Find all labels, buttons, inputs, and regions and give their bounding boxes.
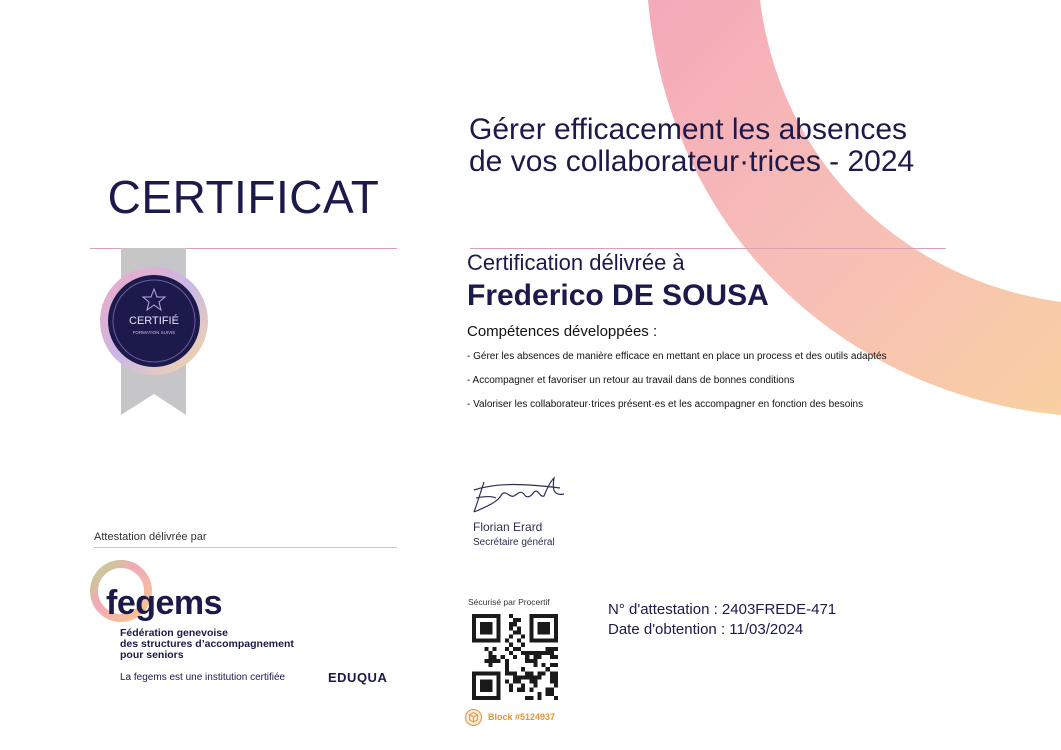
blockchain-cube-icon — [465, 709, 482, 726]
signature-image — [468, 476, 570, 518]
badge-sublabel: FORMATION SUIVIE — [132, 330, 176, 335]
block-link[interactable]: Block #5124937 — [488, 712, 556, 722]
course-title-line1: Gérer efficacement les absences — [469, 113, 908, 146]
fegems-logo-text: fegems — [106, 584, 223, 622]
skills-heading: Compétences développées : — [467, 323, 658, 340]
date-obtained: Date d'obtention : 11/03/2024 — [608, 621, 804, 638]
institution-note: La fegems est une institution certifiée — [120, 672, 286, 683]
skill-item: - Gérer les absences de manière efficace en mettant en place un process et des outils adaptés — [467, 351, 887, 362]
issuer-description: pour seniors — [120, 649, 184, 661]
secured-by-label: Sécurisé par Procertif — [468, 597, 550, 607]
skill-item: - Valoriser les collaborateur·trices présent·es et les accompagner en fonction des besoins — [467, 399, 864, 410]
delivered-to-label: Certification délivrée à — [467, 250, 685, 275]
signatory-name: Florian Erard — [473, 520, 543, 534]
divider-right — [470, 248, 946, 249]
attestation-label: Attestation délivrée par — [94, 531, 207, 543]
issuer-description: Fédération genevoise — [120, 627, 228, 639]
issuer-description: des structures d’accompagnement — [120, 638, 294, 650]
course-title — [469, 114, 959, 178]
signatory-role: Secrétaire général — [473, 537, 555, 548]
eduqua-logo: EDUQUA — [328, 670, 388, 685]
badge-label: CERTIFIÉ — [129, 315, 179, 327]
qr-code[interactable] — [472, 614, 558, 700]
certified-badge-icon — [98, 248, 210, 418]
recipient-name: Frederico DE SOUSA — [467, 279, 769, 312]
certificate-title: CERTIFICAT — [107, 171, 380, 223]
course-title-line2: de vos collaborateur·trices - 2024 — [469, 145, 915, 178]
attestation-number: N° d'attestation : 2403FREDE-471 — [608, 601, 837, 618]
skill-item: - Accompagner et favoriser un retour au travail dans de bonnes conditions — [467, 375, 795, 386]
divider-attestation — [94, 547, 397, 548]
